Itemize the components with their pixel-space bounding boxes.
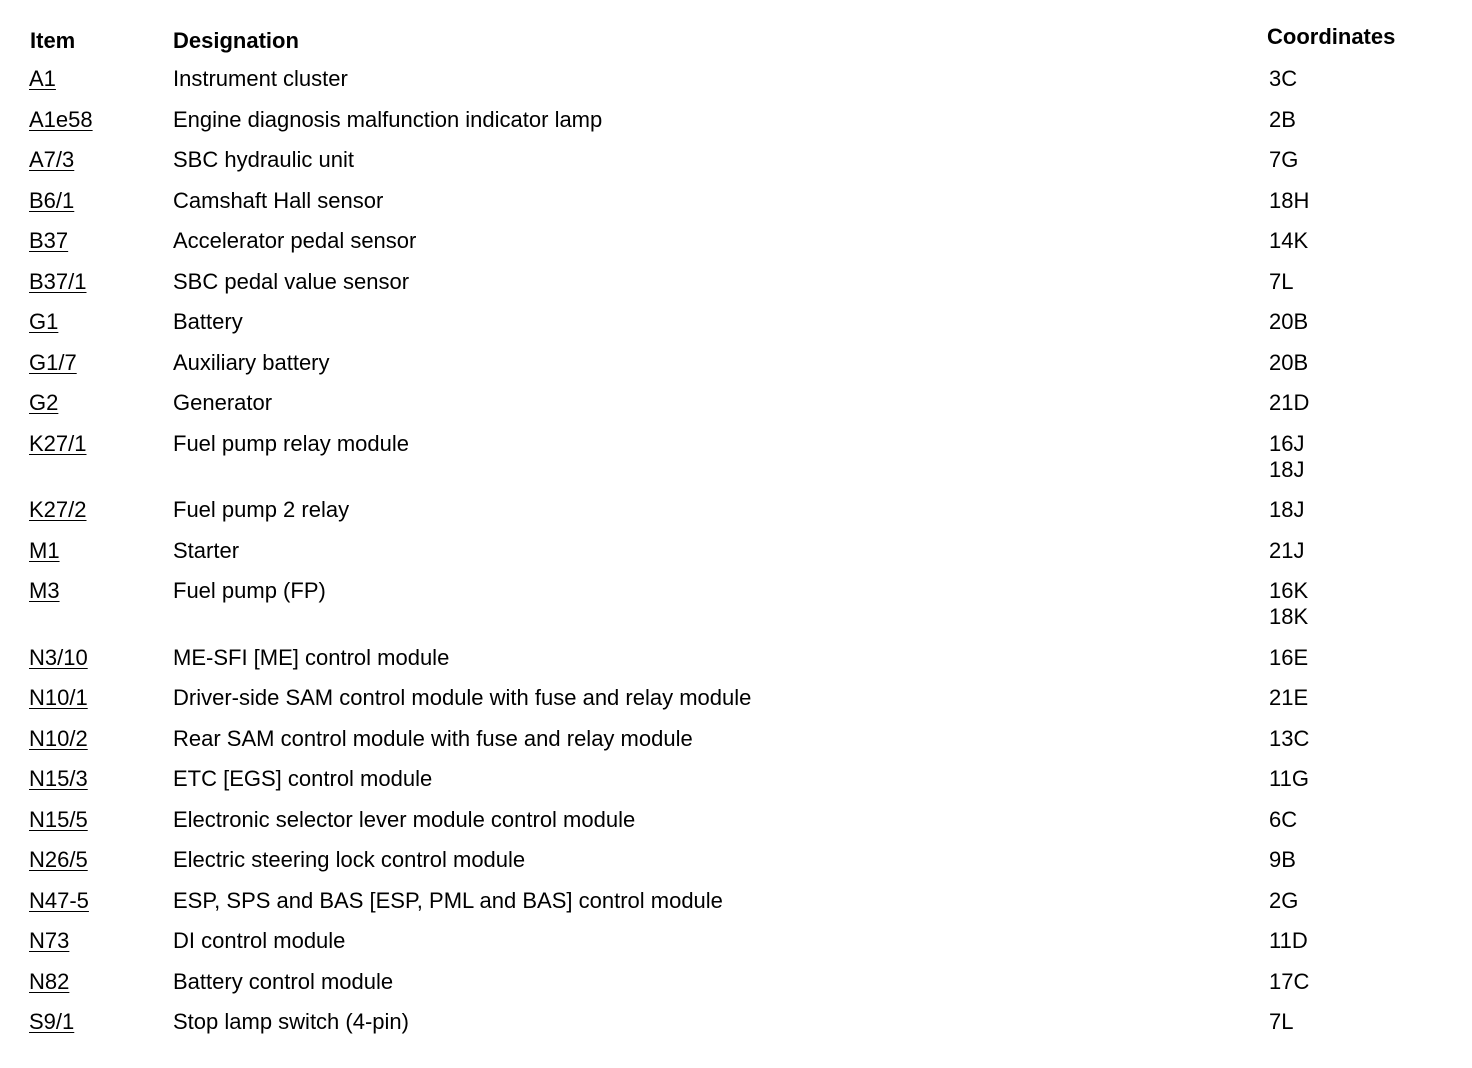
coordinates-cell <box>1269 228 1308 254</box>
designation-text: SBC hydraulic unit <box>173 147 354 172</box>
item-link[interactable]: N10/2 <box>29 725 88 751</box>
coordinate-value: 2G <box>1269 887 1299 913</box>
coordinates-cell <box>1269 645 1308 671</box>
coordinates-cell <box>1269 1009 1293 1035</box>
designation-text: Electric steering lock control module <box>173 847 526 872</box>
coordinate-value: 20B <box>1269 349 1309 375</box>
item-link[interactable]: N82 <box>29 968 70 994</box>
table-row <box>0 107 1472 148</box>
item-link[interactable]: N15/3 <box>29 766 88 791</box>
coordinates-cell <box>1269 969 1309 995</box>
coordinates-cell <box>1269 107 1296 133</box>
item-link[interactable]: B37 <box>29 228 69 253</box>
coordinates-cell <box>1269 269 1293 295</box>
coordinates-cell <box>1269 188 1309 214</box>
item-link[interactable]: M3 <box>29 578 60 603</box>
item-link[interactable]: B6/1 <box>29 187 75 213</box>
designation-text: Engine diagnosis malfunction indicator lamp <box>173 106 603 132</box>
coordinates-cell <box>1269 147 1298 173</box>
designation-text: Auxiliary battery <box>173 349 330 375</box>
table-row <box>0 928 1472 969</box>
table-row <box>0 66 1472 107</box>
designation-text: ETC [EGS] control module <box>173 766 433 791</box>
column-header-item: Item <box>30 28 76 53</box>
table-row <box>0 847 1472 888</box>
table-row <box>0 309 1472 350</box>
coordinate-value: 7L <box>1269 268 1294 294</box>
coordinate-value: 16E <box>1269 644 1309 670</box>
item-link[interactable]: N3/10 <box>29 644 88 670</box>
item-link[interactable]: G2 <box>29 390 59 415</box>
coordinates-cell <box>1269 431 1304 483</box>
table-row <box>0 147 1472 188</box>
designation-text: ESP, SPS and BAS [ESP, PML and BAS] control module <box>173 887 723 913</box>
coordinate-value: 21D <box>1269 390 1310 415</box>
component-table <box>0 66 1472 1050</box>
item-link[interactable]: N15/5 <box>29 806 88 832</box>
designation-text: Fuel pump relay module <box>173 430 410 456</box>
coordinate-value: 20B <box>1269 309 1309 334</box>
designation-text: Camshaft Hall sensor <box>173 187 384 213</box>
table-row <box>0 766 1472 807</box>
item-link[interactable]: M1 <box>29 537 60 563</box>
coordinate-value: 21E <box>1269 685 1309 710</box>
item-link[interactable]: K27/2 <box>29 497 87 522</box>
table-row <box>0 1009 1472 1050</box>
coordinate-value: 6C <box>1269 806 1298 832</box>
table-row <box>0 497 1472 538</box>
item-link[interactable]: G1 <box>29 309 59 334</box>
coordinate-value: 18J <box>1269 497 1305 522</box>
coordinate-value: 16K <box>1269 578 1309 603</box>
designation-text: Battery control module <box>173 968 394 994</box>
table-row <box>0 888 1472 929</box>
coordinate-value: 13C <box>1269 725 1310 751</box>
table-row <box>0 578 1472 645</box>
table-row <box>0 228 1472 269</box>
table-row <box>0 390 1472 431</box>
item-link[interactable]: G1/7 <box>29 349 77 375</box>
coordinates-cell <box>1269 66 1297 92</box>
coordinate-value: 18J <box>1269 456 1305 482</box>
column-header-coordinates: Coordinates <box>1267 24 1396 49</box>
coordinates-cell <box>1269 726 1309 752</box>
coordinates-cell <box>1269 390 1309 416</box>
coordinates-cell <box>1269 888 1298 914</box>
coordinate-value: 18H <box>1269 187 1310 213</box>
table-row <box>0 350 1472 391</box>
coordinate-value: 18K <box>1269 604 1309 629</box>
coordinate-value: 7G <box>1269 147 1299 172</box>
designation-text: Electronic selector lever module control module <box>173 806 636 832</box>
item-link[interactable]: N47-5 <box>29 887 89 913</box>
item-link[interactable]: A7/3 <box>29 147 75 172</box>
designation-text: Instrument cluster <box>173 66 348 91</box>
designation-text: Starter <box>173 537 240 563</box>
coordinates-cell <box>1269 538 1304 564</box>
coordinate-value: 9B <box>1269 847 1296 872</box>
item-link[interactable]: A1 <box>29 66 56 91</box>
table-row <box>0 969 1472 1010</box>
table-row <box>0 807 1472 848</box>
item-link[interactable]: N10/1 <box>29 685 88 710</box>
designation-text: Fuel pump 2 relay <box>173 497 350 522</box>
coordinates-cell <box>1269 807 1297 833</box>
item-link[interactable]: B37/1 <box>29 268 87 294</box>
coordinates-cell <box>1269 497 1304 523</box>
coordinates-cell <box>1269 309 1308 335</box>
item-link[interactable]: A1e58 <box>29 106 93 132</box>
coordinate-value: 11G <box>1269 766 1309 791</box>
coordinate-value: 16J <box>1269 430 1305 456</box>
coordinate-value: 21J <box>1269 537 1305 563</box>
coordinate-value: 7L <box>1269 1009 1294 1034</box>
item-link[interactable]: S9/1 <box>29 1009 75 1034</box>
coordinate-value: 17C <box>1269 968 1310 994</box>
designation-text: Driver-side SAM control module with fuse and relay module <box>173 685 752 710</box>
table-row <box>0 726 1472 767</box>
table-row <box>0 269 1472 310</box>
coordinate-value: 3C <box>1269 66 1298 91</box>
designation-text: Fuel pump (FP) <box>173 578 326 603</box>
designation-text: Accelerator pedal sensor <box>173 228 417 253</box>
item-link[interactable]: N73 <box>29 928 70 953</box>
table-row <box>0 645 1472 686</box>
designation-text: Battery <box>173 309 243 334</box>
coordinates-cell <box>1269 847 1296 873</box>
table-row <box>0 188 1472 229</box>
designation-text: Generator <box>173 390 273 415</box>
coordinates-cell <box>1269 578 1308 630</box>
item-link[interactable]: N26/5 <box>29 847 88 872</box>
coordinate-value: 14K <box>1269 228 1309 253</box>
designation-text: Rear SAM control module with fuse and relay module <box>173 725 693 751</box>
designation-text: ME-SFI [ME] control module <box>173 644 450 670</box>
table-row <box>0 685 1472 726</box>
coordinates-cell <box>1269 766 1309 792</box>
coordinate-value: 11D <box>1269 928 1308 953</box>
column-header-designation: Designation <box>173 28 299 53</box>
designation-text: DI control module <box>173 928 346 953</box>
designation-text: Stop lamp switch (4-pin) <box>173 1009 409 1034</box>
coordinates-cell <box>1269 928 1308 954</box>
table-row <box>0 431 1472 498</box>
designation-text: SBC pedal value sensor <box>173 268 410 294</box>
coordinates-cell <box>1269 350 1308 376</box>
table-row <box>0 538 1472 579</box>
coordinates-cell <box>1269 685 1308 711</box>
item-link[interactable]: K27/1 <box>29 430 87 456</box>
coordinate-value: 2B <box>1269 106 1296 132</box>
